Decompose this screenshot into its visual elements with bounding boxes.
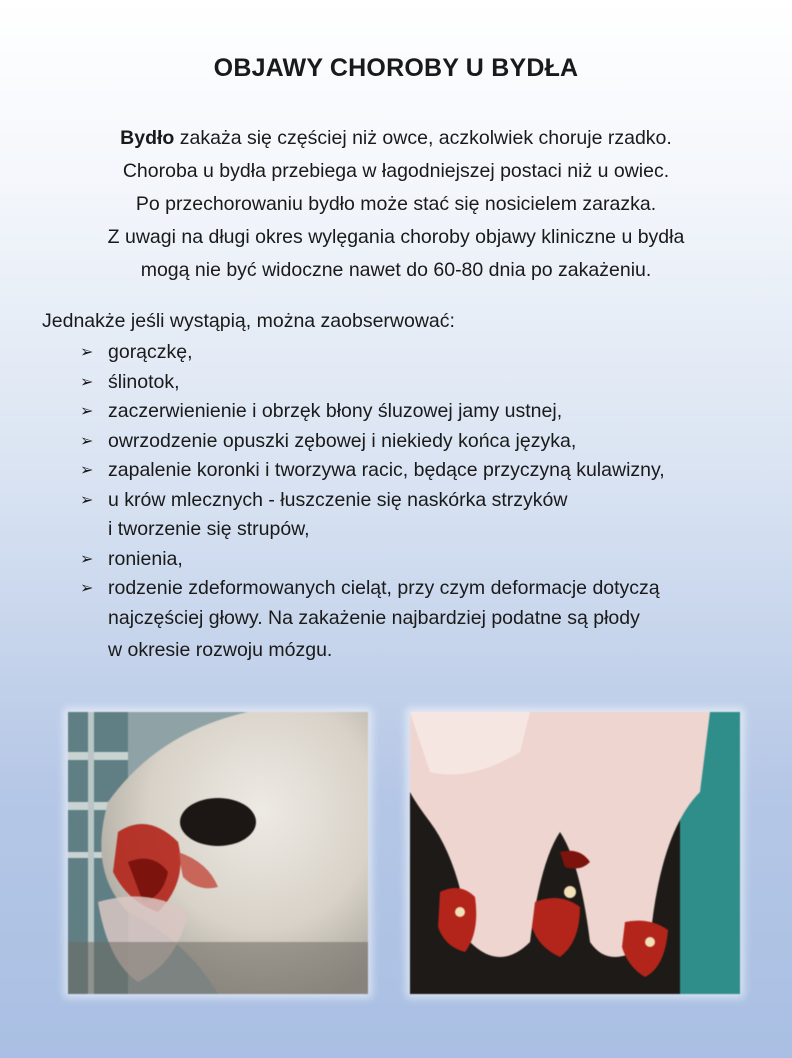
symptoms-lead: Jednakże jeśli wystąpią, można zaobserwować: bbox=[42, 310, 455, 332]
photo-cow-muzzle-lesions bbox=[68, 712, 368, 994]
symptom-item bbox=[80, 368, 780, 398]
symptom-text: i tworzenie się strupów, bbox=[108, 518, 310, 540]
arrow-bullet-icon: ➢ bbox=[80, 491, 94, 509]
symptom-item bbox=[80, 427, 780, 457]
arrow-bullet-icon: ➢ bbox=[80, 580, 94, 597]
symptom-item bbox=[80, 338, 780, 368]
intro-bold-word: Bydło bbox=[120, 127, 175, 149]
symptom-text: najczęściej głowy. Na zakażenie najbardziej podatne są płody bbox=[108, 606, 640, 629]
arrow-bullet-icon: ➢ bbox=[80, 344, 94, 361]
symptom-text: owrzodzenie opuszki zębowej i niekiedy końca języka, bbox=[108, 429, 577, 452]
symptom-text: rodzenie zdeformowanych cieląt, przy czym deformacje dotyczą bbox=[108, 577, 660, 599]
symptom-item bbox=[80, 397, 780, 427]
udder-teats-image bbox=[410, 712, 740, 994]
intro-line-2: Choroba u bydła przebiega w łagodniejszej postaci niż u owiec. bbox=[122, 160, 670, 182]
intro-line-3: Po przechorowaniu bydło może stać się nosicielem zarazka. bbox=[135, 193, 657, 215]
symptom-item bbox=[80, 545, 780, 575]
symptom-text: ślinotok, bbox=[108, 370, 180, 393]
intro-paragraph bbox=[30, 122, 762, 287]
photo-udder-teat-lesions bbox=[410, 712, 740, 994]
symptom-text: zaczerwienienie i obrzęk błony śluzowej jamy ustnej, bbox=[108, 400, 563, 422]
symptom-text: ronienia, bbox=[108, 547, 183, 570]
symptom-text: w okresie rozwoju mózgu. bbox=[108, 639, 333, 661]
arrow-bullet-icon: ➢ bbox=[80, 462, 94, 479]
cow-muzzle-image bbox=[68, 712, 368, 994]
symptom-text: zapalenie koronki i tworzywa racic, będące przyczyną kulawizny, bbox=[108, 459, 665, 481]
arrow-bullet-icon: ➢ bbox=[80, 373, 94, 391]
symptom-item bbox=[80, 486, 780, 545]
symptoms-list bbox=[80, 338, 780, 667]
intro-line-5: mogą nie być widoczne nawet do 60-80 dnia po zakażeniu. bbox=[140, 259, 652, 281]
intro-line-4: Z uwagi na długi okres wylęgania choroby objawy kliniczne u bydła bbox=[107, 226, 685, 248]
symptom-text: u krów mlecznych - łuszczenie się naskórka strzyków bbox=[108, 488, 568, 511]
intro-line-1 bbox=[30, 122, 762, 155]
arrow-bullet-icon: ➢ bbox=[80, 550, 94, 568]
arrow-bullet-icon: ➢ bbox=[80, 432, 94, 450]
symptom-item bbox=[80, 456, 780, 486]
page-title: OBJAWY CHOROBY U BYDŁA bbox=[213, 54, 579, 82]
arrow-bullet-icon: ➢ bbox=[80, 403, 94, 420]
intro-line-1-rest: zakaża się częściej niż owce, aczkolwiek choruje rzadko. bbox=[174, 127, 672, 149]
symptom-item bbox=[80, 574, 780, 667]
symptom-text: gorączkę, bbox=[108, 341, 193, 363]
